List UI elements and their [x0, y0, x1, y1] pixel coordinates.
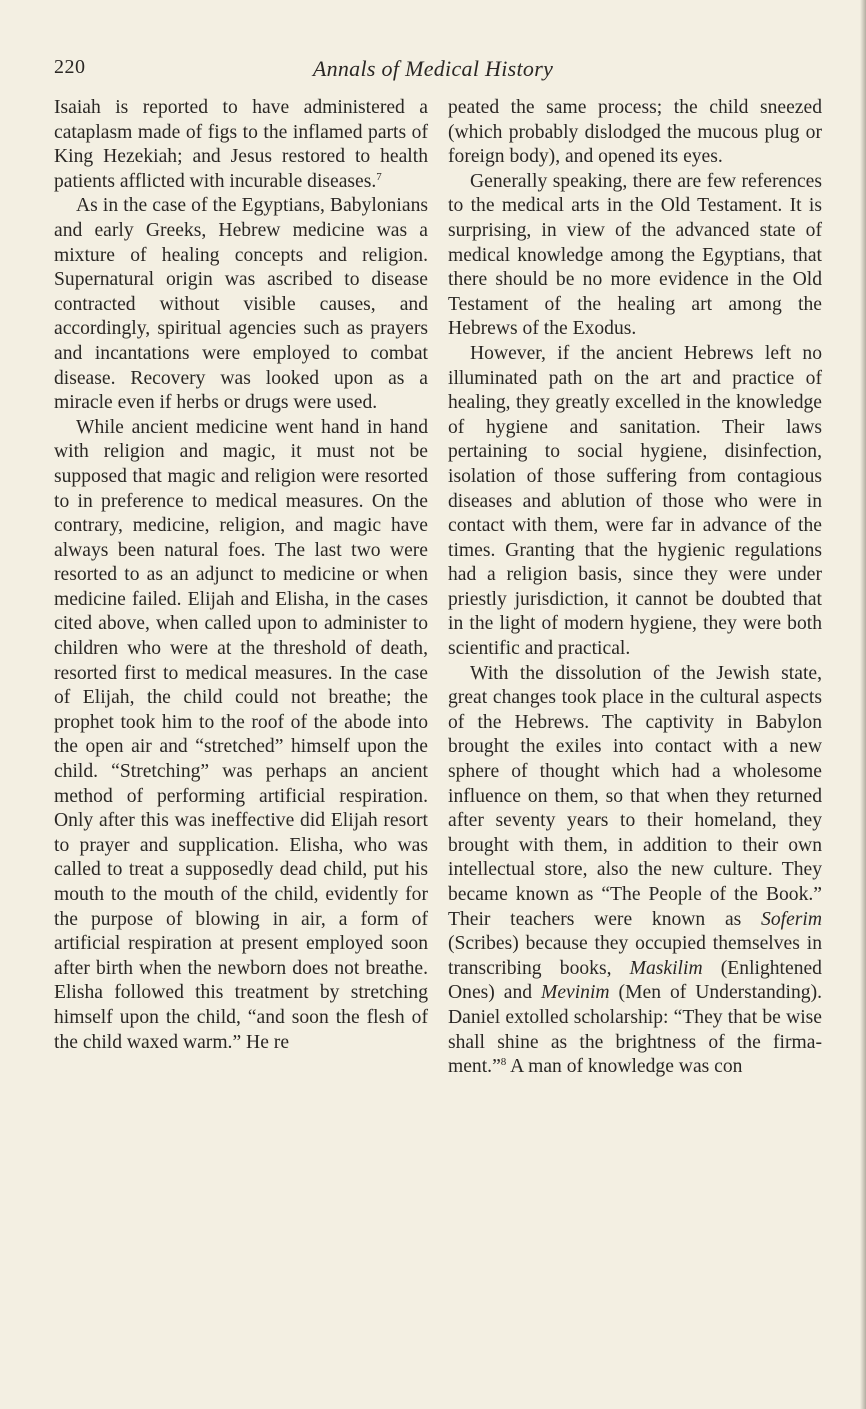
- paragraph-text: (Scribes) because they occupied themselves in transcribing books,: [448, 933, 822, 979]
- running-title: Annals of Medical History: [312, 56, 554, 81]
- paragraph-text: A man of knowledge was con: [510, 1056, 743, 1078]
- paragraph-text: (Men of Understanding). Daniel extolled scholarship: “They that be wise shall shine as the brightness of the firmament.”: [448, 982, 823, 1078]
- paragraph: As in the case of the Egyptians, Babylonians and early Greeks, Hebrew medicine was a mixture of healing concepts and religion. Supernatural origin was ascribed to disease contracted without visible causes, and accordingly, spiritual agencies such as prayers and incantations were employed to combat disease. Recovery was looked upon as a miracle even if herbs or drugs were used.: [54, 195, 428, 414]
- paragraph: [448, 662, 822, 1080]
- hebrew-term: Mevinim: [541, 982, 610, 1004]
- paragraph: [54, 96, 428, 194]
- footnote-marker: 8: [500, 1056, 507, 1069]
- hebrew-term: Soferim: [761, 908, 822, 930]
- left-column: [54, 96, 428, 1055]
- paragraph: However, if the ancient Hebrews left no illuminated path on the art and practice of healing, they greatly excelled in the knowledge of hygiene and sanitation. Their laws pertaining to social hygiene, disinfection, isolation of those suffering from contagious diseases and ablution of those who were in contact with them, were far in advance of the times. Granting that the hygienic regulations had a religion basis, since they were under priestly jurisdiction, it cannot be doubted that in the light of modern hygiene, they were both scientific and practical.: [448, 342, 822, 660]
- page-number: 220: [54, 56, 86, 78]
- right-column: [448, 96, 822, 1080]
- page-edge-shadow: [860, 0, 866, 1409]
- paragraph: While ancient medicine went hand in hand with religion and magic, it must not be supposed that magic and religion were resorted to in preference to medical measures. On the contrary, medicine, religion, and magic have always been natural foes. The last two were resorted to as an adjunct to medicine or when medicine failed. Elijah and Elisha, in the cases cited above, when called upon to administer to children who were at the threshold of death, resorted first to medical measures. In the case of Elijah, the child could not breathe; the prophet took him to the roof of the abode into the open air and “stretched” himself upon the child. “Stretching” was perhaps an ancient method of performing artificial respiration. Only after this was ineffective did Elijah resort to prayer and supplication. Elisha, who was called to treat a supposedly dead child, put his mouth to the mouth of the child, evidently for the purpose of blowing in air, a form of artificial respiration at present employed soon after birth when the newborn does not breathe. Elisha followed this treatment by stretching himself upon the child, “and soon the flesh of the child waxed warm.” He re: [54, 416, 428, 1053]
- page-header: [54, 56, 812, 84]
- paragraph-text: With the dissolution of the Jewish state, great changes took place in the cultural aspects of the Hebrews. The captivity in Babylon brought the exiles into contact with a new sphere of thought which had a wholesome influence on them, so that when they returned after seventy years to their homeland, they brought with them, in addition to their own intellectual store, also the new culture. They became known as “The People of the Book.” Their teachers were known as: [448, 662, 822, 930]
- paragraph: peated the same process; the child sneezed (which probably dislodged the mucous plug or foreign body), and opened its eyes.: [448, 97, 822, 168]
- hebrew-term: Maskilim: [629, 957, 703, 979]
- paragraph: Generally speaking, there are few references to the medical arts in the Old Testament. It is surprising, in view of the advanced state of medical knowledge among the Egyptians, that there should be no more evidence in the Old Testament of the healing art among the Hebrews of the Exodus.: [448, 170, 822, 340]
- footnote-marker: 7: [376, 170, 382, 183]
- paragraph-text: (Enlightened Ones) and: [448, 957, 822, 1004]
- paragraph-text: Isaiah is reported to have administered a cataplasm made of figs to the inflamed parts of King Hezekiah; and Jesus restored to health patients afflicted with incurable diseases.: [54, 97, 428, 192]
